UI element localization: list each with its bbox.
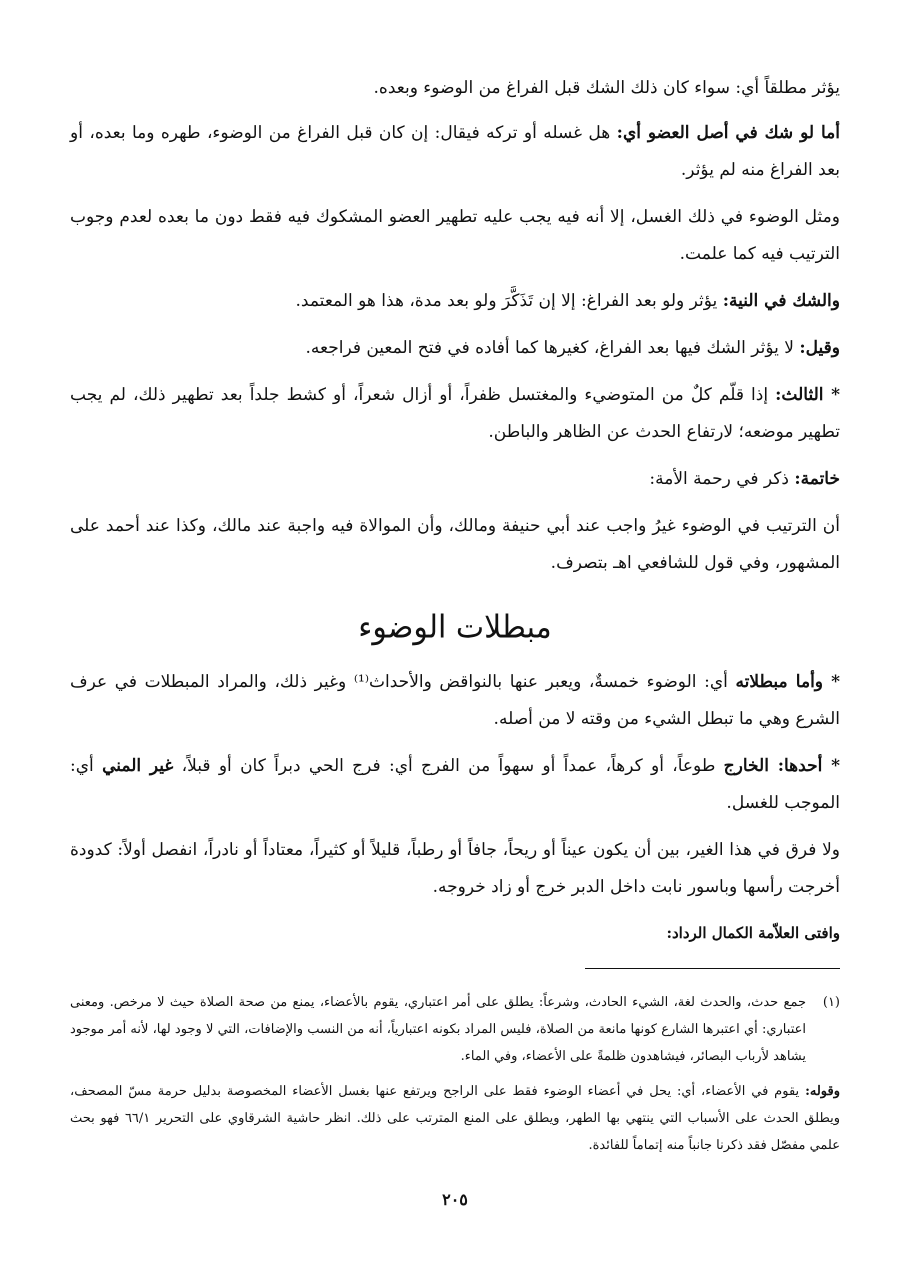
- nullifiers-text: أي: الوضوء خمسةٌ، ويعبر عنها بالنواقض والأحداث⁽¹⁾ وغير ذلك، والمراد المبطلات في عرف الشرع وهي ما تبطل الشيء من وقته لا من أصله.: [70, 672, 840, 729]
- paragraph-doubt-intention: [70, 283, 840, 320]
- first-nullifier-exception: غير المني: [102, 756, 174, 776]
- paragraph-doubt-organ: [70, 115, 840, 189]
- doubt-intention-lead: والشك في النية:: [722, 291, 840, 311]
- conclusion-text: ذكر في رحمة الأمة:: [649, 469, 789, 489]
- third-lead: * الثالث:: [775, 385, 840, 405]
- paragraph-ordering: [70, 508, 840, 582]
- footnote-1-text: جمع حدث، والحدث لغة، الشيء الحادث، وشرعاً: يطلق على أمر اعتباري، يقوم بالأعضاء، يمنع من صحة الصلاة حيث لا مرخص. ومعنى اعتباري: أي اعتبرها الشارع كونها مانعة من الصلاة، فليس المراد بكونه اعتبارياً، أنه من النسب والإضافات، التي لا وجود لها، لأنه أمر موجود يشاهد لأرباب البصائر، فيشاهدون ظلمةً على الأعضاء، وفي الماء.: [70, 995, 806, 1064]
- paragraph-alternative-view: [70, 330, 840, 367]
- alternative-view-lead: وقيل:: [799, 338, 840, 358]
- first-nullifier-lead: * أحدها: الخارج: [723, 756, 841, 776]
- conclusion-lead: خاتمة:: [794, 469, 840, 489]
- first-nullifier-text: طوعاً، أو كرهاً، عمداً أو سهواً من الفرج أي: فرج الحي دبراً كان أو قبلاً،: [181, 756, 716, 776]
- paragraph-no-difference: [70, 832, 840, 906]
- third-text: إذا قلّم كلٌ من المتوضيء والمغتسل ظفراً، أو أزال شعراً، أو كشط جلداً بعد تطهير ذلك، لم يجب تطهير موضعه؛ لارتفاع الحدث عن الظاهر والباطن.: [70, 385, 840, 442]
- paragraph-ghusl: [70, 199, 840, 273]
- footnote-number: (١): [822, 995, 840, 1010]
- doubt-intention-text: يؤثر ولو بعد الفراغ: إلا إن تَذَكَّرَ ولو بعد مدة، هذا هو المعتمد.: [295, 291, 718, 311]
- paragraph-continuation: [70, 70, 840, 107]
- paragraph-first-nullifier: [70, 748, 840, 822]
- ghusl-text: ومثل الوضوء في ذلك الغسل، إلا أنه فيه يجب عليه تطهير العضو المشكوك فيه فقط دون ما بعده لعدم وجوب الترتيب فيه كما علمت.: [70, 207, 840, 264]
- first-nullifier-end: أي: الموجب للغسل.: [70, 756, 840, 813]
- paragraph-nullifiers: [70, 664, 840, 738]
- ordering-text: أن الترتيب في الوضوء غيرُ واجب عند أبي حنيفة ومالك، وأن الموالاة فيه واجبة عند مالك، وكذا عند أحمد على المشهور، وفي قول للشافعي اهـ بتصرف.: [70, 516, 840, 573]
- doubt-organ-lead: أما لو شك في أصل العضو أي:: [616, 123, 840, 143]
- footnote-1: [70, 989, 840, 1070]
- footnote-2-lead: وقوله:: [805, 1084, 840, 1099]
- footnote-separator: [585, 968, 840, 969]
- continuation-text: يؤثر مطلقاً أي: سواء كان ذلك الشك قبل الفراغ من الوضوء وبعده.: [373, 78, 840, 98]
- paragraph-conclusion: [70, 461, 840, 498]
- footnote-2: [70, 1078, 840, 1159]
- page-number: ٢٠٥: [442, 1190, 468, 1209]
- page-body: [70, 70, 840, 1220]
- paragraph-third: [70, 377, 840, 451]
- doubt-organ-text: هل غسله أو تركه فيقال: إن كان قبل الفراغ من الوضوء، طهره وما بعده، أو بعد الفراغ منه لم يؤثر.: [70, 123, 840, 180]
- section-heading: مبطلات الوضوء: [358, 609, 552, 646]
- footnote-2-text: يقوم في الأعضاء، أي: يحل في أعضاء الوضوء فقط على الراجح ويرتفع عنها بغسل الأعضاء المخصوصة بدليل حرمة مسّ المصحف، ويطلق الحدث على الأسباب التي ينتهي بها الطهر، ويطلق على المنع المترتب على ذلك. انظر حاشية الشرقاوي على التحرير ٦٦/١ فهو بحث علمي مفصّل فقد ذكرنا جانباً منه إتماماً للفائدة.: [70, 1084, 841, 1153]
- fatwa-line: وافتى العلاّمة الكمال الرداد:: [666, 924, 840, 942]
- alternative-view-text: لا يؤثر الشك فيها بعد الفراغ، كغيرها كما أفاده في فتح المعين فراجعه.: [305, 338, 794, 358]
- no-difference-text: ولا فرق في هذا الغير، بين أن يكون عيناً أو ريحاً، جافاً أو رطباً، قليلاً أو كثيراً، معتاداً أو نادراً، انفصل أولاً: كدودة أخرجت رأسها وباسور نابت داخل الدبر خرج أو زاد خروجه.: [70, 840, 840, 897]
- nullifiers-lead: * وأما مبطلاته: [735, 672, 841, 692]
